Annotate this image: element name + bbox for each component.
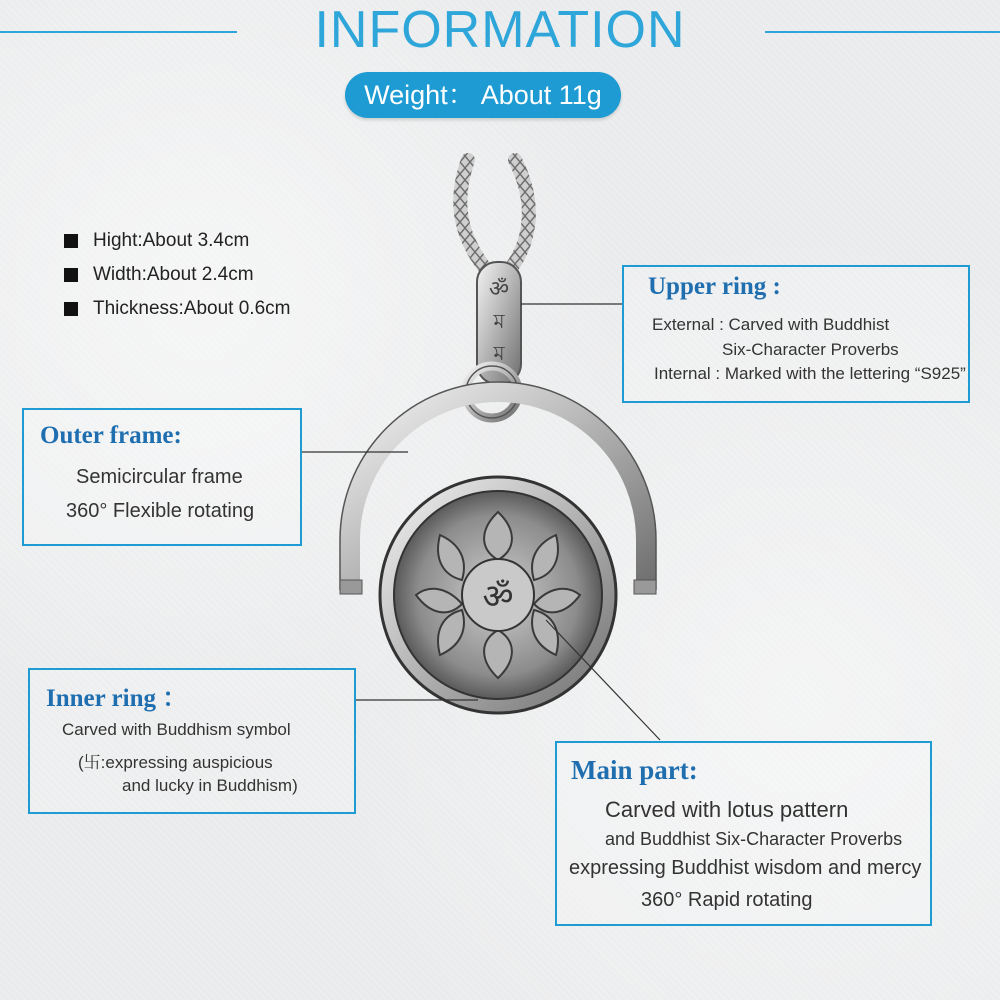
upper-ring-title: Upper ring : [648,273,781,300]
outer-frame-line: Semicircular frame [76,466,243,488]
svg-text:ॐ: ॐ [482,577,514,617]
inner-ring-title: Inner ring ： [46,685,188,712]
spec-label: Thickness:About 0.6cm [93,298,291,319]
inner-ring-callout [28,668,356,814]
inner-ring-line: and lucky in Buddhism) [122,776,298,795]
svg-text:ॐ: ॐ [488,277,510,302]
main-part-callout [555,741,932,926]
upper-ring-line: Internal : Marked with the lettering “S925” [654,364,966,383]
weight-badge: Weight： About 11g [345,72,621,118]
chain [460,160,529,272]
main-part-line: Carved with lotus pattern [605,797,849,822]
page-title: INFORMATION [314,1,686,59]
outer-frame-line: 360° Flexible rotating [66,500,255,522]
upper-ring-line: External : Carved with Buddhist [652,315,890,334]
svg-text:ম: ম [493,309,505,333]
svg-text:ম: ম [493,341,505,365]
main-part-line: expressing Buddhist wisdom and mercy [569,857,922,879]
upper-ring-line: Six-Character Proverbs [722,340,899,359]
inner-ring-line: (卐:expressing auspicious [78,753,273,772]
outer-frame-title: Outer frame: [40,422,182,449]
upper-ring-callout [622,265,970,403]
outer-frame-callout [22,408,302,546]
main-disc [380,477,616,713]
spec-label: Width:About 2.4cm [93,264,254,285]
spec-label: Hight:About 3.4cm [93,230,250,251]
inner-ring-line: Carved with Buddhism symbol [62,720,291,739]
main-part-line: and Buddhist Six-Character Proverbs [605,829,903,849]
main-part-line: 360° Rapid rotating [641,889,813,911]
main-part-title: Main part: [571,755,698,785]
